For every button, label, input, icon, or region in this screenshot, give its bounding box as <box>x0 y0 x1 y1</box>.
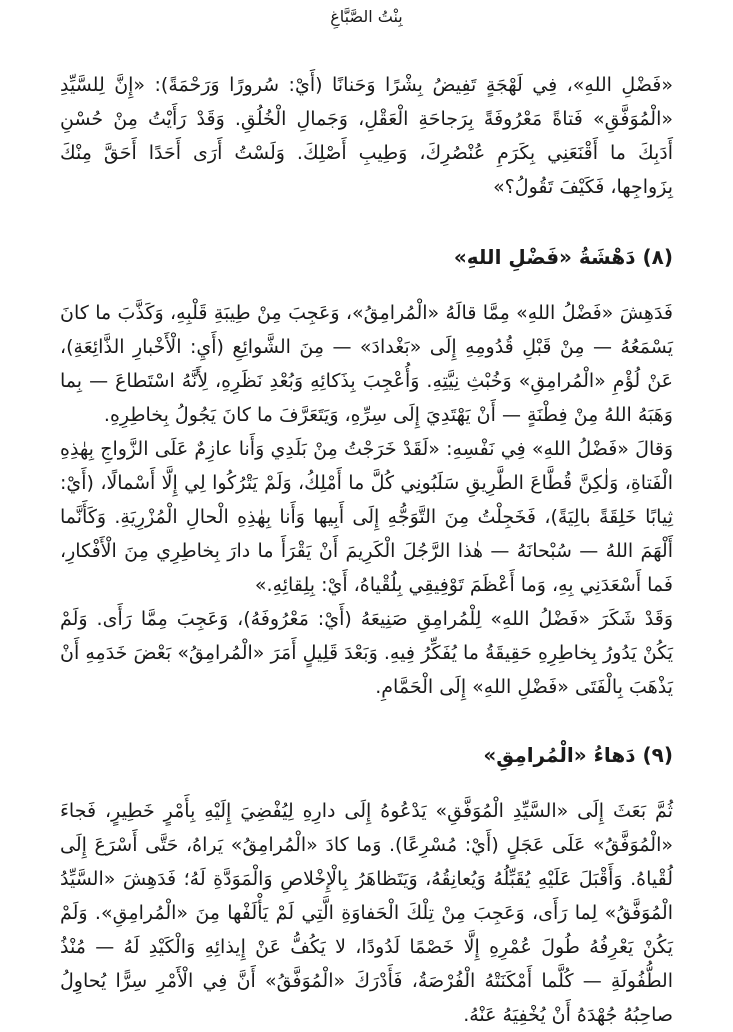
running-head: بِنْتُ الصَّبَّاغِ <box>330 7 403 26</box>
section-9-heading: (٩) دَهاءُ «الْمُرامِقِ» <box>483 743 673 767</box>
section-8-paragraph-3: وَقَدْ شَكَرَ «فَضْلُ اللهِ» لِلْمُرامِقِ صَنِيعَهُ (أَيْ: مَعْرُوفَهُ)، وَعَجِبَ مِمَّا رَأَى. وَلَمْ يَكُنْ يَدُورُ بِخاطِرِهِ حَقِيقَةُ ما يُفَكِّرُ فِيهِ. وَبَعْدَ قَلِيلٍ أَمَرَ «الْمُرامِقُ» بَعْضَ خَدَمِهِ أَنْ يَذْهَبَ بِالْفَتَى «فَضْلِ اللهِ» إِلَى الْحَمَّامِ. <box>60 608 673 698</box>
opening-paragraph: «فَضْلِ اللهِ»، فِي لَهْجَةٍ تَفِيضُ بِشْرًا وَحَنانًا (أَيْ: سُرورًا وَرَحْمَةً): «إِنَّ لِلسَّيِّدِ «الْمُوَفَّقِ» فَتاةً مَعْرُوفَةً بِرَجاحَةِ الْعَقْلِ، وَجَمالِ الْخُلُقِ. وَقَدْ رَأَيْتُ مِنْ حُسْنِ أَدَبِكَ ما أَقْنَعَنِي بِكَرَمِ عُنْصُرِكَ، وَطِيبِ أَصْلِكَ. وَلَسْتُ أَرَى أَحَدًا أَحَقَّ مِنْكَ بِزَواجِها، فَكَيْفَ تَقُولُ؟» <box>60 74 673 198</box>
section-9-paragraph-1: ثُمَّ بَعَثَ إِلَى «السَّيِّدِ الْمُوَفَّقِ» يَدْعُوهُ إِلَى دارِهِ لِيُفْضِيَ إِلَيْهِ بِأَمْرٍ خَطِيرٍ، فَجاءَ «الْمُوَفَّقُ» عَلَى عَجَلٍ (أَيْ: مُسْرِعًا). وَما كادَ «الْمُرامِقُ» يَراهُ، حَتَّى أَسْرَعَ إِلَى لُقْياهُ. وَأَقْبَلَ عَلَيْهِ يُقَبِّلُهُ وَيُعانِقُهُ، وَيَتَظاهَرُ بِالْإِخْلاصِ وَالْمَوَدَّةِ لَهُ؛ فَدَهِشَ «السَّيِّدُ الْمُوَفَّقُ» لِما رَأَى، وَعَجِبَ مِنْ تِلْكَ الْحَفاوَةِ الَّتِي لَمْ يَأْلَفْها مِنَ «الْمُرامِقِ». وَلَمْ يَكُنْ يَعْرِفُهُ طُولَ عُمْرِهِ إِلَّا خَصْمًا لَدُودًا، لا يَكُفُّ عَنْ إِيذائِهِ وَالْكَيْدِ لَهُ — مُنْذُ الطُّفُولَةِ — كُلَّما أَمْكَنَتْهُ الْفُرْصَةُ، فَأَدْرَكَ «الْمُوَفَّقُ» أَنَّ فِي الْأَمْرِ سِرًّا يُحاوِلُ صاحِبُهُ جُهْدَهُ أَنْ يُخْفِيَهُ عَنْهُ. <box>60 800 673 1026</box>
section-8-paragraph-1: فَدَهِشَ «فَضْلُ اللهِ» مِمَّا قالَهُ «الْمُرامِقُ»، وَعَجِبَ مِنْ طِيبَةِ قَلْبِهِ، وَكَذَّبَ ما كانَ يَسْمَعُهُ — مِنْ قَبْلِ قُدُومِهِ إِلَى «بَغْدادَ» — مِنَ الشَّوائِعِ (أَيِ: الْأَخْبارِ الذَّائِعَةِ)، عَنْ لُؤْمِ «الْمُرامِقِ» وَخُبْثِ نِيَّتِهِ. وَأُعْجِبَ بِذَكائِهِ وَبُعْدِ نَظَرِهِ، لِأَنَّهُ اسْتَطاعَ — بِما وَهَبَهُ اللهُ مِنْ فِطْنَةٍ — أَنْ يَهْتَدِيَ إِلَى سِرِّهِ، وَيَتَعَرَّفَ ما كانَ يَجُولُ بِخاطِرِهِ. <box>60 302 673 426</box>
section-8-heading: (٨) دَهْشَةُ «فَضْلِ اللهِ» <box>453 245 673 269</box>
section-8-paragraph-2: وَقالَ «فَضْلُ اللهِ» فِي نَفْسِهِ: «لَقَدْ خَرَجْتُ مِنْ بَلَدِي وَأَنا عازِمٌ عَلَى الزَّواجِ بِهٰذِهِ الْفَتاةِ، وَلٰكِنَّ قُطَّاعَ الطَّرِيقِ سَلَبُونِي كُلَّ ما أَمْلِكُ، وَلَمْ يَتْرُكُوا لِي إِلَّا أَسْمالًا، (أَيْ: ثِيابًا خَلِقَةً بالِيَةً)، فَخَجِلْتُ مِنَ التَّوَجُّهِ إِلَى أَبِيها وَأَنا بِهٰذِهِ الْحالِ الْمُزْرِيَةِ. وَكَأَنَّما أَلْهَمَ اللهُ — سُبْحانَهُ — هٰذا الرَّجُلَ الْكَرِيمَ أَنْ يَقْرَأَ ما دارَ بِخاطِرِي مِنَ الْأَفْكارِ، فَما أَسْعَدَنِي بِهِ، وَما أَعْظَمَ تَوْفِيقِي بِلُقْياهُ، أَيْ: بِلِقائِهِ.» <box>60 438 673 596</box>
